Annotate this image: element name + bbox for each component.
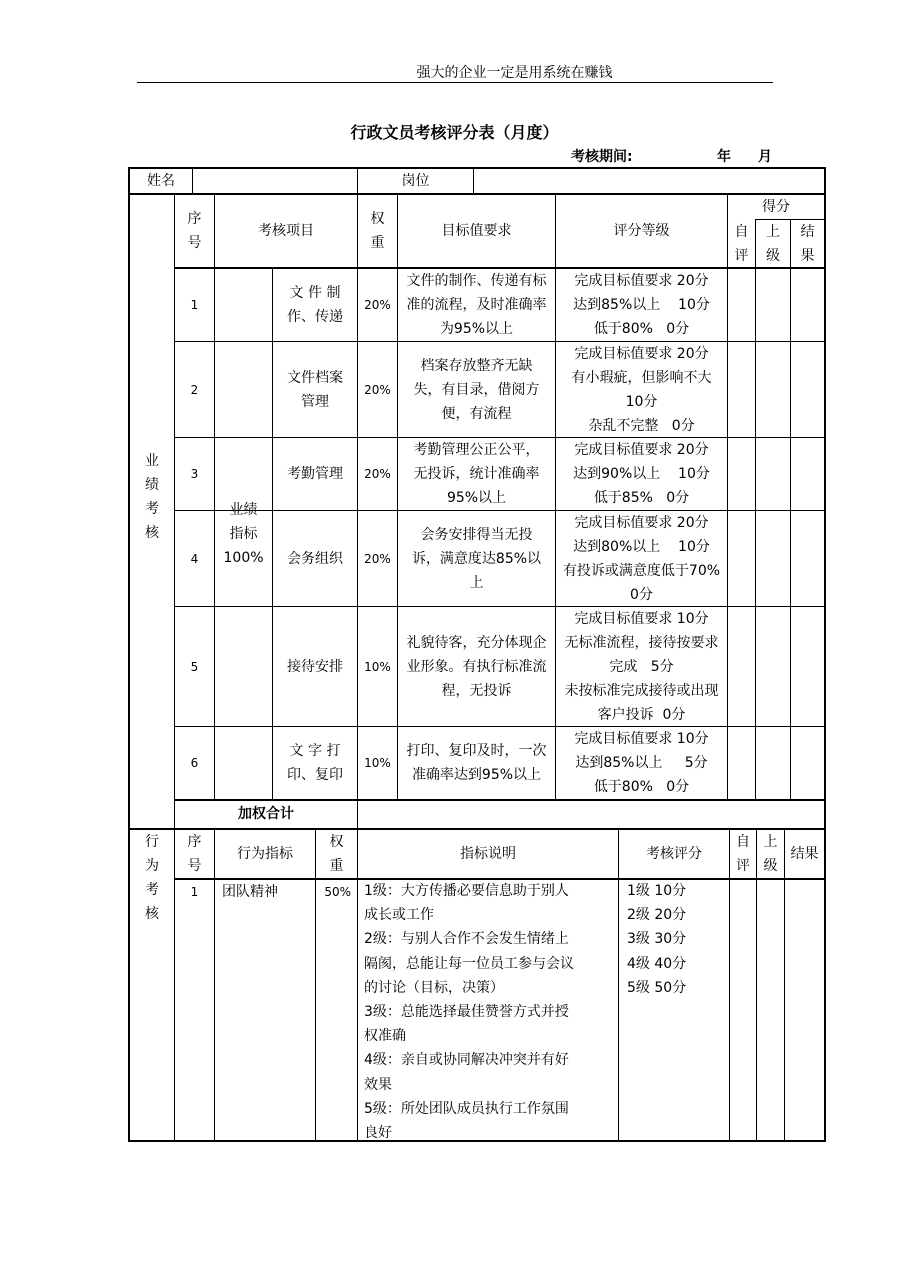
perf-header-seq bbox=[175, 195, 214, 267]
grading-line: 低于85% 0分 bbox=[593, 490, 690, 506]
grading-line: 杂乱不完整 0分 bbox=[588, 417, 695, 434]
table-row-grading bbox=[556, 268, 727, 341]
beh-header-result-text: 结果 bbox=[790, 846, 819, 862]
grading-line: 无标准流程，接待按要求完成 5分 bbox=[564, 634, 719, 675]
table-row-indicator: 团队精神 bbox=[222, 884, 278, 900]
beh-header-self bbox=[730, 830, 756, 878]
perf-header-self bbox=[728, 220, 755, 267]
description-line: 效果 bbox=[364, 1076, 392, 1093]
table-row-rating bbox=[627, 879, 727, 1000]
table-row-grading bbox=[556, 607, 727, 726]
header-slogan: 强大的企业一定是用系统在赚钱 bbox=[416, 65, 613, 81]
description-line: 的讨论（目标，决策） bbox=[364, 979, 504, 996]
table-row-weight: 20% bbox=[364, 551, 391, 566]
period-label: 考核期间: bbox=[571, 149, 633, 165]
table-row-target: 档案存放整齐无缺失，有目录，借阅方便，有流程 bbox=[413, 357, 540, 422]
result-score-cell[interactable] bbox=[785, 880, 824, 1140]
table-row-grading bbox=[556, 727, 727, 799]
beh-header-rating: 考核评分 bbox=[646, 846, 702, 862]
page-title: 行政文员考核评分表（月度） bbox=[350, 123, 559, 142]
superior-score-cell[interactable] bbox=[757, 880, 784, 1140]
performance-section-label bbox=[130, 195, 174, 799]
perf-header-weight-text: 权重 bbox=[370, 211, 385, 251]
table-row-seq: 1 bbox=[190, 297, 199, 312]
description-line: 成长或工作 bbox=[364, 907, 434, 924]
beh-header-seq bbox=[175, 830, 214, 878]
description-line: 隔阂，总能让每一位员工参与会议 bbox=[364, 955, 574, 972]
table-row-seq: 3 bbox=[190, 467, 199, 481]
grading-line: 完成目标值要求 20分 bbox=[574, 442, 709, 458]
description-line: 5级：所处团队成员执行工作氛围 bbox=[364, 1100, 569, 1117]
description-line: 1级：大方传播必要信息助于别人 bbox=[364, 883, 569, 899]
grading-line: 完成目标值要求 20分 bbox=[574, 345, 709, 362]
name-label: 姓名 bbox=[147, 173, 175, 189]
table-row-item: 文 字 打印、复印 bbox=[287, 743, 343, 783]
grading-line: 未按标准完成接待或出现客户投诉 0分 bbox=[564, 682, 719, 723]
grading-line: 达到80%以上 10分 bbox=[573, 538, 710, 555]
description-line: 良好 bbox=[364, 1125, 392, 1142]
performance-section-text: 业绩考核 bbox=[145, 453, 159, 541]
grading-line: 有小瑕疵，但影响不大 10分 bbox=[571, 369, 730, 410]
perf-header-seq-text: 序号 bbox=[187, 211, 202, 251]
perf-header-target: 目标值要求 bbox=[441, 223, 512, 239]
beh-header-weight-text: 权重 bbox=[329, 834, 344, 874]
beh-header-superior-text: 上级 bbox=[763, 834, 778, 874]
perf-header-self-text: 自评 bbox=[734, 223, 749, 264]
beh-header-superior bbox=[757, 830, 784, 878]
grading-line: 完成目标值要求 20分 bbox=[574, 514, 709, 531]
grading-line: 达到85%以上 5分 bbox=[575, 755, 708, 771]
table-row-weight: 20% bbox=[364, 467, 391, 481]
grading-line: 低于80% 0分 bbox=[593, 320, 690, 337]
grading-line: 达到85%以上 10分 bbox=[573, 296, 710, 313]
perf-header-item: 考核项目 bbox=[258, 223, 314, 239]
superior-score-cell[interactable] bbox=[756, 268, 790, 341]
table-row-item: 接待安排 bbox=[287, 658, 343, 675]
result-score-cell[interactable] bbox=[791, 268, 824, 341]
table-row-item: 考勤管理 bbox=[287, 466, 343, 482]
table-row-description bbox=[364, 879, 614, 1145]
table-row-target: 打印、复印及时，一次准确率达到95%以上 bbox=[406, 743, 547, 783]
grading-line: 完成目标值要求 20分 bbox=[574, 272, 709, 289]
rating-line: 2级 20分 bbox=[627, 907, 687, 924]
table-row-weight: 10% bbox=[364, 659, 391, 674]
perf-header-result bbox=[791, 220, 824, 267]
table-row-item: 会务组织 bbox=[287, 550, 343, 567]
perf-header-score: 得分 bbox=[762, 198, 790, 215]
perf-header-grading: 评分等级 bbox=[613, 223, 670, 239]
period-year-unit: 年 bbox=[717, 149, 731, 165]
table-row-item: 文 件 制作、传递 bbox=[287, 284, 343, 325]
behavior-section-text: 行为考核 bbox=[145, 834, 159, 922]
weighted-total-value[interactable] bbox=[358, 800, 824, 828]
period-line bbox=[571, 146, 772, 166]
table-row-seq: 6 bbox=[190, 756, 199, 770]
table-row-weight: 10% bbox=[364, 756, 391, 770]
beh-header-seq-text: 序号 bbox=[187, 834, 202, 874]
beh-header-indicator: 行为指标 bbox=[237, 846, 293, 862]
table-row-weight: 50% bbox=[324, 885, 351, 899]
perf-header-result-text: 结果 bbox=[800, 223, 815, 264]
beh-header-description: 指标说明 bbox=[460, 846, 516, 862]
period-month-unit: 月 bbox=[758, 149, 772, 165]
self-score-cell[interactable] bbox=[730, 880, 756, 1140]
grading-line: 完成目标值要求 10分 bbox=[574, 731, 709, 747]
beh-header-result bbox=[785, 830, 824, 878]
rating-line: 3级 30分 bbox=[627, 931, 687, 948]
perf-header-superior bbox=[756, 220, 790, 267]
grading-line: 有投诉或满意度低于70% 0分 bbox=[562, 562, 734, 603]
rating-line: 1级 10分 bbox=[627, 883, 687, 899]
indicator-group bbox=[215, 268, 272, 799]
table-row-weight: 20% bbox=[364, 382, 391, 397]
grading-line: 低于80% 0分 bbox=[593, 779, 690, 795]
table-row-target: 考勤管理公正公平，无投诉，统计准确率95%以上 bbox=[413, 442, 540, 506]
table-row-seq: 2 bbox=[190, 382, 199, 397]
perf-header-weight bbox=[358, 195, 397, 267]
position-label: 岗位 bbox=[401, 173, 430, 189]
table-row-item: 文件档案管理 bbox=[287, 369, 343, 410]
description-line: 3级：总能选择最佳赞誉方式并授 bbox=[364, 1004, 569, 1021]
description-line: 4级：亲自或协同解决冲突并有好 bbox=[364, 1052, 569, 1069]
table-row-target: 礼貌待客，充分体现企业形象。有执行标准流程，无投诉 bbox=[406, 634, 547, 699]
rating-line: 4级 40分 bbox=[627, 955, 687, 972]
description-line: 权准确 bbox=[364, 1028, 406, 1045]
table-row-seq: 4 bbox=[190, 551, 199, 566]
name-field[interactable] bbox=[193, 169, 357, 193]
table-row-grading bbox=[556, 438, 727, 510]
header-rule bbox=[137, 82, 773, 83]
grading-line: 完成目标值要求 10分 bbox=[574, 610, 709, 627]
beh-header-weight bbox=[316, 830, 357, 878]
beh-header-self-text: 自评 bbox=[736, 834, 750, 874]
weighted-total-label: 加权合计 bbox=[238, 806, 294, 822]
table-row-target: 文件的制作、传递有标准的流程，及时准确率为95%以上 bbox=[406, 272, 547, 337]
table-row-grading bbox=[556, 342, 730, 437]
rating-line: 5级 50分 bbox=[627, 979, 687, 996]
indicator-group-text: 业绩指标100% bbox=[223, 501, 264, 566]
table-row-grading bbox=[556, 511, 734, 606]
table-row-weight: 20% bbox=[364, 297, 391, 312]
table-row-target: 会务安排得当无投诉，满意度达85%以上 bbox=[411, 526, 542, 591]
position-field[interactable] bbox=[474, 169, 824, 193]
table-border-right bbox=[824, 167, 826, 1141]
table-row-seq: 5 bbox=[190, 659, 199, 674]
table-row-seq: 1 bbox=[190, 885, 199, 899]
behavior-section-label bbox=[130, 830, 174, 1140]
description-line: 2级：与别人合作不会发生情绪上 bbox=[364, 931, 569, 948]
perf-header-superior-text: 上级 bbox=[766, 223, 780, 264]
self-score-cell[interactable] bbox=[728, 268, 755, 341]
grading-line: 达到90%以上 10分 bbox=[573, 466, 710, 482]
